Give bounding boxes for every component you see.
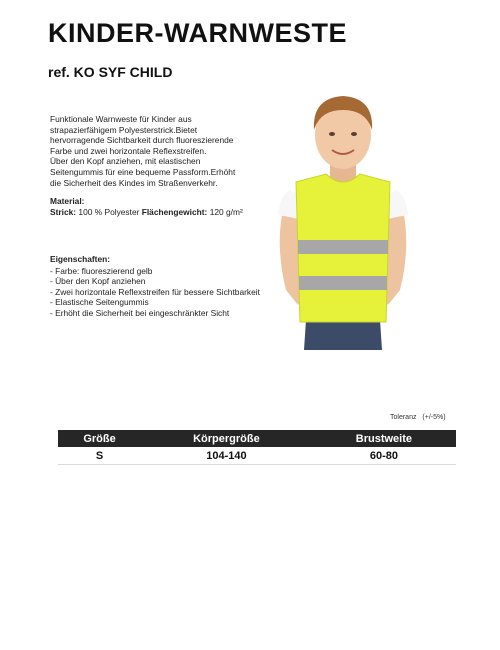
feature-item: - Zwei horizontale Reflexstreifen für bessere Sichtbarkeit (50, 286, 260, 297)
description-line: Farbe und zwei horizontale Reflexstreifen. (50, 145, 207, 156)
feature-item: - Erhöht die Sicherheit bei eingeschränkter Sicht (50, 307, 230, 318)
tolerance-label: Toleranz (390, 414, 417, 421)
material-heading: Material: (50, 196, 85, 206)
description-line: Seitengummis für eine bequeme Passform.Erhöht (50, 166, 236, 177)
description-line: Über den Kopf anziehen, mit elastischen (50, 156, 201, 167)
product-description (50, 114, 290, 188)
material-section (50, 196, 243, 218)
reflective-stripe (299, 276, 387, 290)
weight-value: 120 g/m² (209, 207, 243, 217)
strick-value: 100 % Polyester (78, 207, 140, 217)
description-line: strapazierfähigem Polyesterstrick.Bietet (50, 124, 198, 135)
size-cell: S (58, 447, 141, 465)
feature-item: - Über den Kopf anziehen (50, 276, 146, 287)
feature-item: - Farbe: fluoreszierend gelb (50, 265, 153, 276)
table-header-row (58, 430, 456, 447)
features-section (50, 254, 260, 319)
product-photo (268, 90, 418, 350)
description-line: Funktionale Warnweste für Kinder aus (50, 114, 192, 124)
features-heading: Eigenschaften: (50, 254, 111, 264)
strick-label: Strick: (50, 207, 77, 217)
safety-vest (296, 174, 390, 322)
feature-item: - Elastische Seitengummis (50, 297, 149, 308)
tolerance-value: (+/-5%) (422, 414, 446, 421)
weight-label: Flächengewicht: (141, 207, 208, 217)
product-title: KINDER-WARNWESTE (48, 18, 347, 48)
column-header-size: Größe (58, 430, 141, 447)
material-details (50, 207, 243, 218)
reflective-stripe (298, 240, 388, 254)
product-reference: ref. KO SYF CHILD (48, 64, 173, 80)
tolerance-note (390, 414, 446, 421)
height-cell: 104-140 (141, 447, 312, 465)
column-header-chest: Brustweite (312, 430, 456, 447)
table-row (58, 447, 456, 465)
features-list (50, 266, 260, 319)
chest-cell: 60-80 (312, 447, 456, 465)
description-line: die Sicherheit des Kindes im Straßenverkehr. (50, 177, 218, 188)
column-header-height: Körpergröße (141, 430, 312, 447)
size-table (58, 430, 456, 465)
description-line: hervorragende Sichtbarkeit durch fluoreszierende (50, 135, 234, 146)
